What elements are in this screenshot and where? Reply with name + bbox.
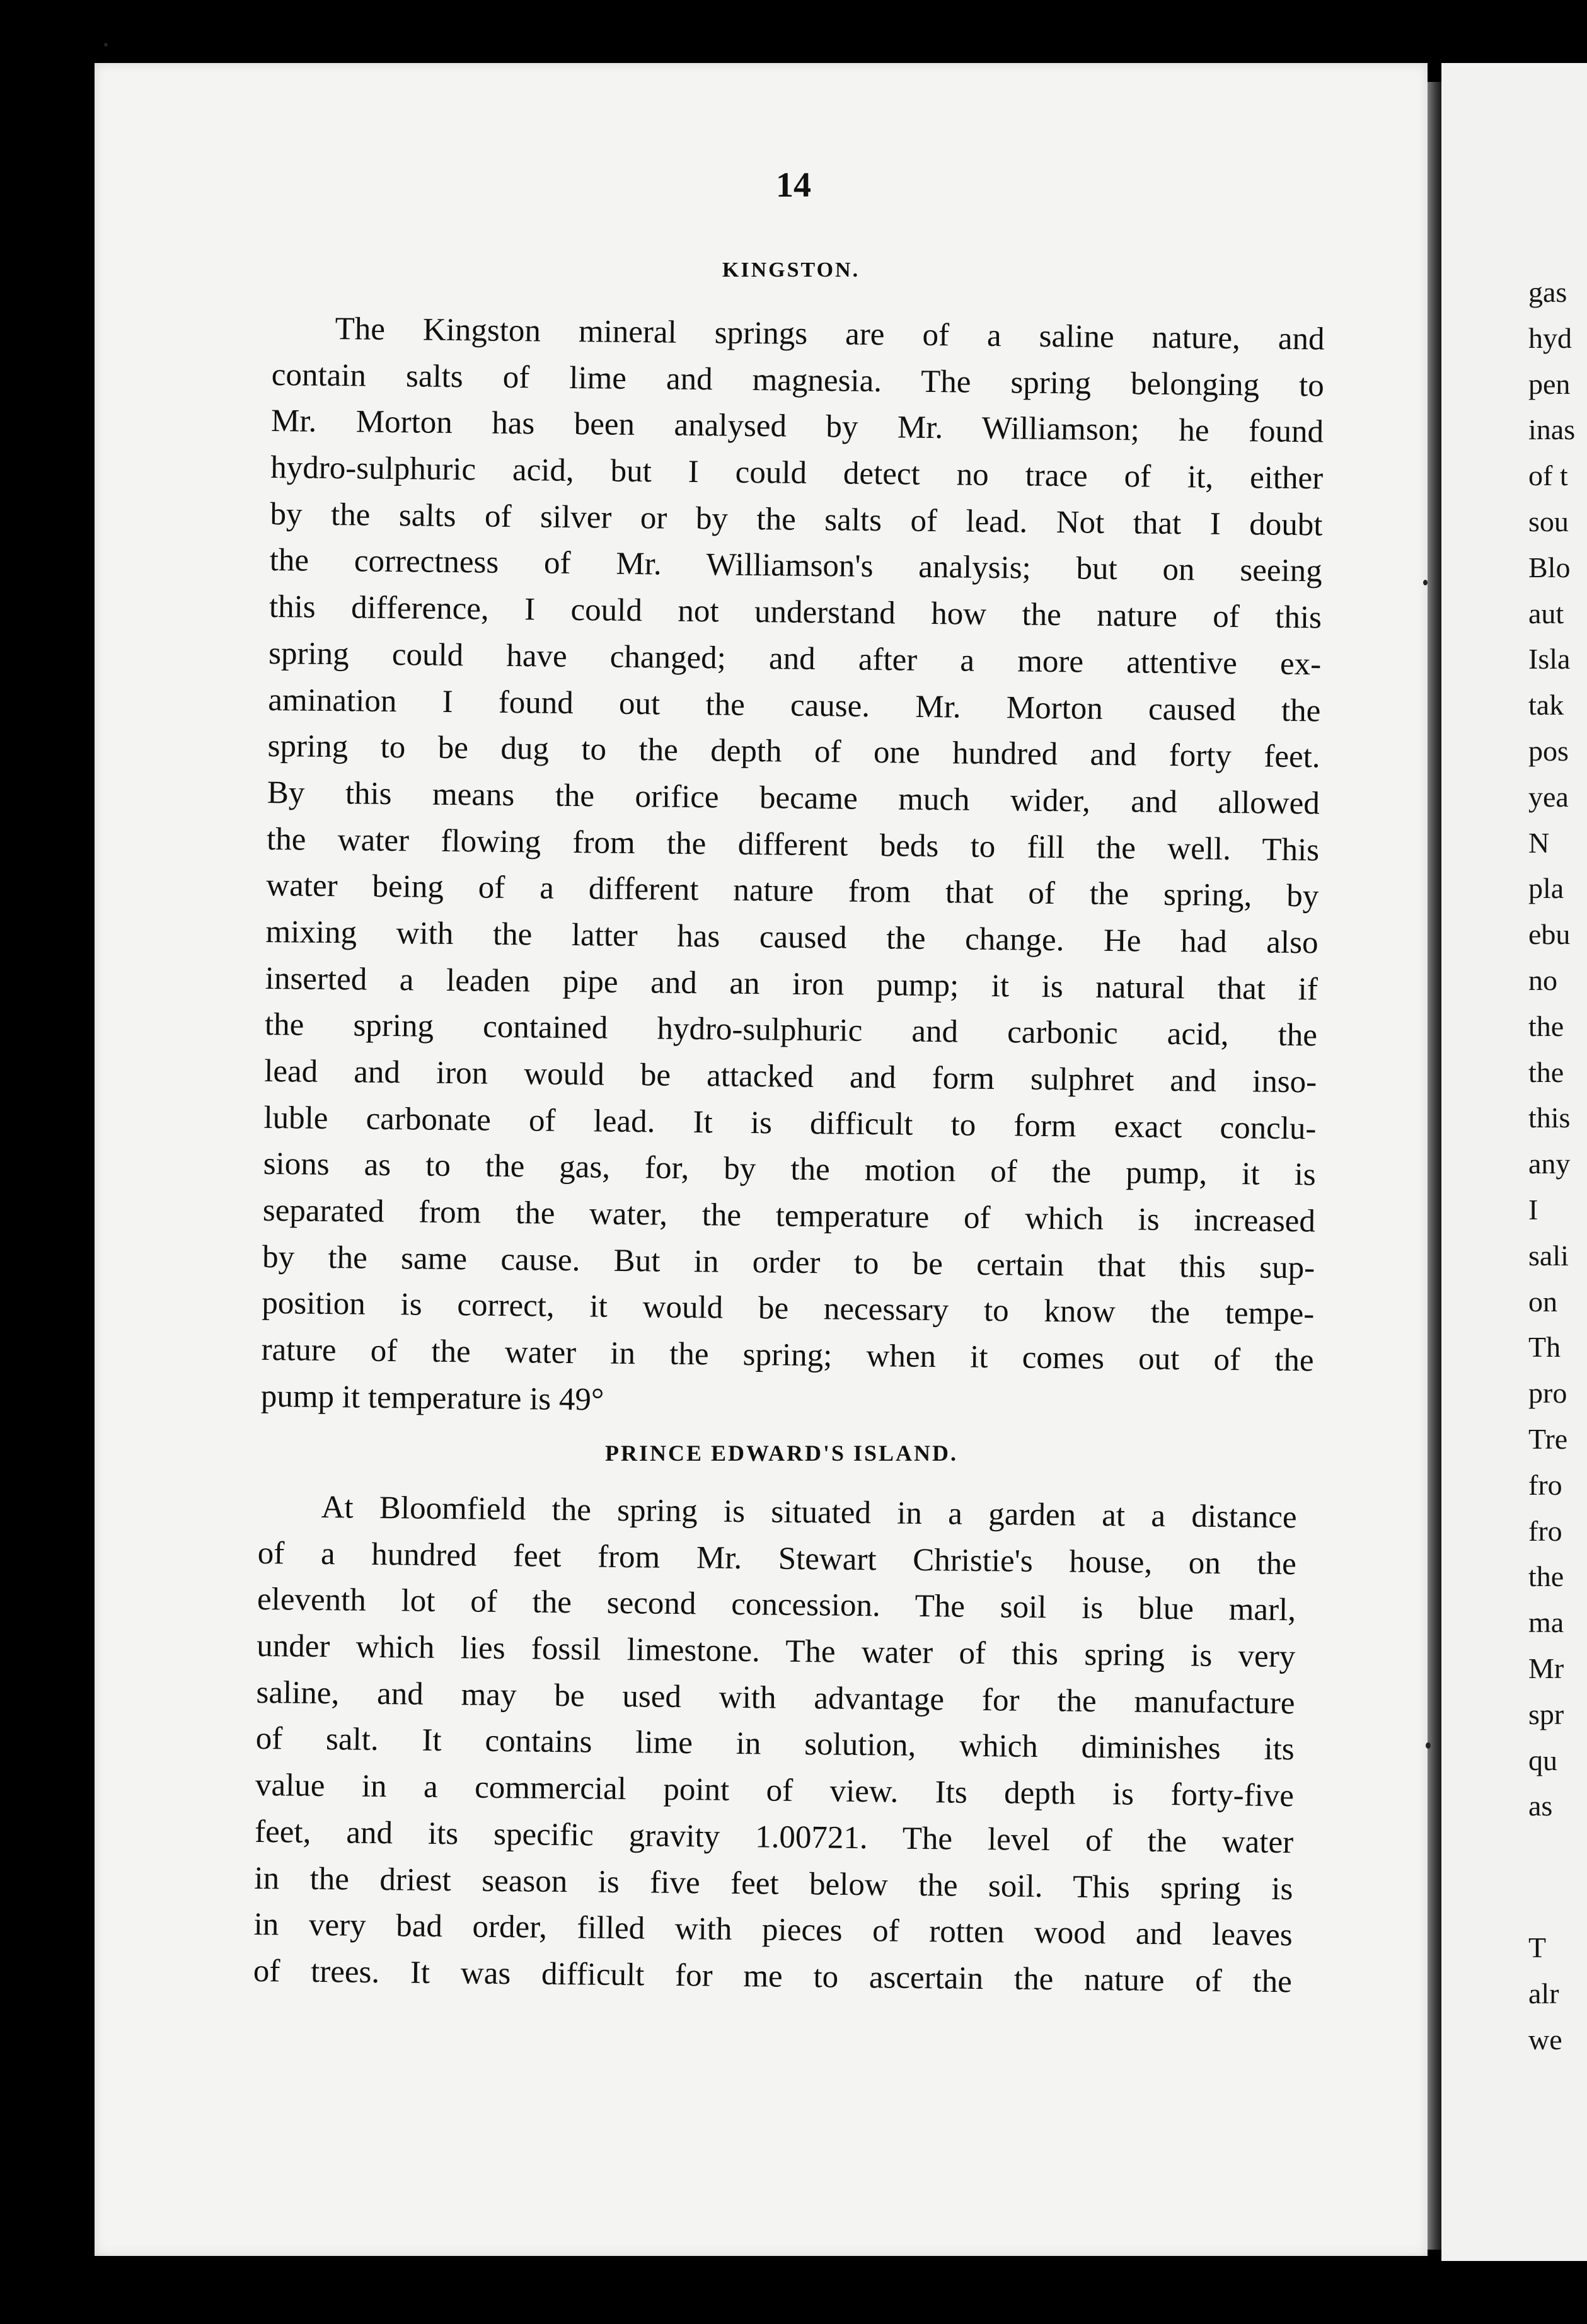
text-line: separated from the water, the temperature of which is increased [262,1192,1316,1240]
facing-page-fragment: ma [1528,1606,1564,1639]
facing-page-fragment: Tre [1528,1422,1568,1455]
facing-page-fragment: we [1528,2023,1562,2056]
text-line: the water flowing from the different beds to fill the well. This [266,821,1320,868]
text-line: luble carbonate of lead. It is difficult to form exact conclu- [263,1100,1317,1147]
text-line: feet, and its specific gravity 1.00721. The level of the water [254,1814,1294,1861]
facing-page-fragment: Isla [1528,643,1571,676]
facing-page-fragment: the [1528,1010,1564,1042]
facing-page-fragment: hyd [1528,321,1572,354]
prince-edward-island-paragraph [253,1484,1297,2006]
text-line: by the same cause. But in order to be certain that this sup- [262,1239,1315,1286]
text-line: contain salts of lime and magnesia. The spring belonging to [271,357,1325,404]
text-line: At Bloomfield the spring is situated in a garden at a distance [321,1490,1297,1536]
text-line: position is correct, it would be necessary to know the tempe- [262,1286,1315,1332]
facing-page-fragment: pro [1528,1377,1567,1410]
text-line: water being of a different nature from that of the spring, by [266,868,1319,914]
text-line: of trees. It was difficult for me to ascertain the nature of the [253,1953,1293,2000]
facing-page-fragment: tak [1528,689,1564,722]
facing-page-fragment: pla [1528,872,1564,905]
text-line: spring to be dug to the depth of one hundred and forty feet. [267,728,1320,775]
facing-page-fragment: aut [1528,597,1564,630]
facing-page-fragment: the [1528,1560,1564,1593]
text-line: of salt. It contains lime in solution, which diminishes its [255,1721,1295,1768]
text-line: this difference, I could not understand how the nature of this [268,589,1322,636]
facing-page-fragment: alr [1528,1977,1559,2010]
facing-page-fragment: the [1528,1056,1564,1088]
text-line: saline, and may be used with advantage for the manufacture [256,1674,1295,1721]
facing-page-fragment: yea [1528,780,1569,813]
facing-page-fragment: no [1528,964,1557,996]
facing-page-fragment: I [1528,1193,1538,1226]
facing-page-fragments [1528,270,1575,2062]
facing-page-fragment: inas [1528,413,1576,446]
scan-speck [104,43,108,47]
facing-page-fragment: N [1528,826,1550,859]
facing-page-fragment: pen [1528,367,1571,400]
facing-page-fragment: Mr [1528,1652,1564,1684]
facing-page-fragment: any [1528,1148,1571,1180]
text-line: under which lies fossil limestone. The water of this spring is very [257,1628,1296,1675]
section-heading-prince-edward-island: PRINCE EDWARD'S ISLAND. [604,1441,959,1466]
text-line: eleventh lot of the second concession. The soil is blue marl, [257,1582,1296,1628]
facing-page-fragment: T [1528,1931,1547,1964]
facing-page-fragment: Th [1528,1331,1561,1364]
facing-page-fragment: on [1528,1285,1557,1318]
text-line: rature of the water in the spring; when it comes out of the [261,1332,1314,1379]
facing-page-fragment: qu [1528,1744,1557,1776]
text-line: Mr. Morton has been analysed by Mr. Williamson; he found [270,403,1324,450]
facing-page-fragment: fro [1528,1468,1562,1501]
text-line: the correctness of Mr. Williamson's analysis; but on seeing [269,543,1322,589]
text-line: by the salts of silver or by the salts of lead. Not that I doubt [270,496,1323,543]
fragment-gap [1528,1829,1575,1925]
text-line: amination I found out the cause. Mr. Morton caused the [268,682,1321,728]
text-line: lead and iron would be attacked and form sulphret and inso- [263,1053,1317,1100]
facing-page-fragment: gas [1528,276,1567,308]
facing-page-fragment: Blo [1528,551,1571,584]
facing-page-fragment: of t [1528,459,1568,492]
text-line: in very bad order, filled with pieces of rotten wood and leaves [253,1907,1293,1953]
facing-page-fragment: spr [1528,1698,1564,1730]
text-line: spring could have changed; and after a more attentive ex- [268,635,1322,682]
text-line: The Kingston mineral springs are of a saline nature, and [335,311,1325,357]
section-heading-kingston: KINGSTON. [722,258,860,282]
book-gutter [1428,82,1441,2250]
scan-speck [1423,580,1428,585]
kingston-paragraph [260,306,1324,1431]
facing-page-fragment: sou [1528,505,1569,538]
text-line: By this means the orifice became much wider, and allowed [267,774,1320,822]
facing-page-fragment: this [1528,1102,1571,1134]
facing-page-fragment: ebu [1528,918,1571,951]
text-line: mixing with the latter has caused the change. He had also [265,914,1319,961]
facing-page-fragment: sali [1528,1239,1569,1272]
text-line: in the driest season is five feet below the soil. This spring is [254,1860,1293,1907]
facing-page-fragment: pos [1528,734,1569,767]
text-line: sions as to the gas, for, by the motion of the pump, it is [263,1146,1316,1193]
facing-page-fragment: as [1528,1790,1553,1822]
text-line: inserted a leaden pipe and an iron pump; it is natural that if [265,960,1319,1008]
text-line: of a hundred feet from Mr. Stewart Christie's house, on the [257,1535,1297,1582]
text-line: pump it temperature is 49° [260,1378,604,1418]
scan-speck [1426,1742,1431,1749]
text-line: hydro-sulphuric acid, but I could detect no trace of it, either [270,450,1324,497]
text-line: the spring contained hydro-sulphuric and carbonic acid, the [264,1007,1318,1054]
facing-page-fragment: fro [1528,1514,1562,1547]
page-number: 14 [776,166,811,205]
text-line: value in a commercial point of view. Its depth is forty-five [255,1768,1295,1814]
facing-page [1441,63,1587,2261]
